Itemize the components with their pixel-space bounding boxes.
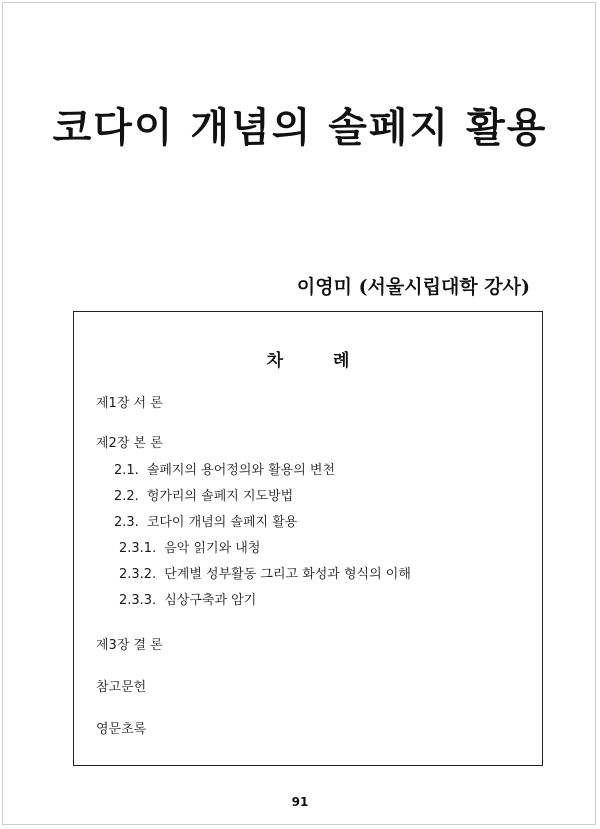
page-number: 91 bbox=[291, 795, 309, 809]
toc-subsection-2-3-1 bbox=[119, 537, 260, 556]
toc-entry-text: 코다이 개념의 솔페지 활용 bbox=[146, 515, 298, 530]
toc-entry-number: 2.3.1. bbox=[119, 541, 157, 556]
toc-entry-text: 제3장 결 론 bbox=[96, 638, 163, 653]
toc-entry-text: 참고문헌 bbox=[96, 680, 147, 695]
author-line: 이영미 (서울시립대학 강사) bbox=[296, 276, 530, 298]
toc-chapter-1 bbox=[96, 392, 163, 411]
toc-section-2-2 bbox=[114, 485, 293, 504]
page-title: 코다이 개념의 솔페지 활용 bbox=[52, 104, 548, 151]
toc-section-2-1 bbox=[114, 459, 335, 478]
toc-entry-number: 2.3.2. bbox=[119, 567, 157, 582]
toc-heading: 차 례 bbox=[266, 351, 372, 371]
toc-section-2-3 bbox=[114, 511, 297, 530]
toc-entry-text: 단계별 성부활동 그리고 화성과 형식의 이해 bbox=[164, 567, 411, 582]
toc-chapter-2 bbox=[96, 432, 163, 451]
toc-references bbox=[96, 676, 146, 695]
toc-entry-number: 2.2. bbox=[114, 489, 139, 504]
toc-subsection-2-3-2 bbox=[119, 563, 411, 582]
toc-chapter-3 bbox=[96, 634, 163, 653]
toc-entry-number: 2.1. bbox=[114, 463, 139, 478]
toc-entry-text: 솔페지의 용어정의와 활용의 변천 bbox=[146, 463, 336, 478]
toc-entry-text: 제1장 서 론 bbox=[96, 396, 163, 411]
toc-entry-text: 심상구축과 암기 bbox=[164, 593, 257, 608]
toc-english-abstract bbox=[96, 718, 146, 737]
toc-entry-number: 2.3. bbox=[114, 515, 139, 530]
toc-entry-text: 제2장 본 론 bbox=[96, 436, 163, 451]
toc-entry-number: 2.3.3. bbox=[119, 593, 157, 608]
toc-entry-text: 영문초록 bbox=[96, 722, 147, 737]
toc-subsection-2-3-3 bbox=[119, 589, 256, 608]
toc-entry-text: 음악 읽기와 내청 bbox=[164, 541, 261, 556]
table-of-contents bbox=[73, 311, 543, 766]
toc-entry-text: 헝가리의 솔페지 지도방법 bbox=[146, 489, 294, 504]
